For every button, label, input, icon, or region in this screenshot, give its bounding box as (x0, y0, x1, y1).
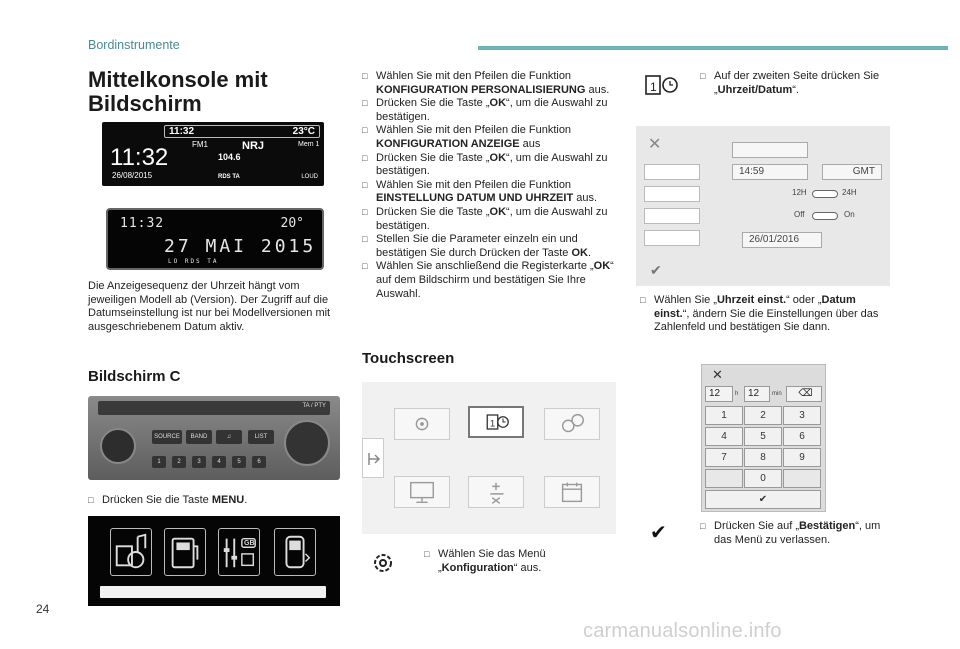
config-step-6: □ Drücken Sie die Taste „OK“, um die Auswahl zu bestätigen. (362, 206, 618, 233)
radio-music-button: ♫ (216, 430, 242, 444)
clock-step-3: □ Drücken Sie auf „Bestätigen“, um das Menü zu verlassen. (700, 520, 890, 547)
config-step-4: □ Drücken Sie die Taste „OK“, um die Auswahl zu bestätigen. (362, 152, 618, 179)
clock-side-tab (644, 208, 700, 224)
clock-12-24-toggle (812, 190, 838, 198)
radio-preset-1: 1 (152, 456, 166, 468)
clock-on-label: On (844, 210, 855, 219)
menu-gb-label: GB (244, 540, 255, 547)
keypad-key-4: 4 (705, 427, 743, 446)
clock-date-field: 26/01/2016 (742, 232, 822, 248)
col3-step-2 (640, 294, 890, 335)
display-b-temp: 20° (280, 216, 304, 231)
clock-close-icon: ✕ (648, 136, 662, 153)
section-header: Bordinstrumente (88, 38, 180, 52)
touchscreen-step: □ Wählen Sie das Menü „Konfiguration“ aus. (424, 548, 610, 575)
site-watermark: carmanualsonline.info (583, 620, 782, 642)
radio-preset-3: 3 (192, 456, 206, 468)
keypad-key-5: 5 (744, 427, 782, 446)
config-step-3: □ Wählen Sie mit den Pfeilen die Funktion KONFIGURATION ANZEIGE aus (362, 124, 618, 151)
screen-c-step: □ Drücken Sie die Taste MENU. (88, 494, 340, 508)
radio-preset-4: 4 (212, 456, 226, 468)
clock-step-2: □ Wählen Sie „Uhrzeit einst.“ oder „Datum einst.“, ändern Sie die Einstellungen über das Zahlenfeld und bestätigen Sie dann. (640, 294, 890, 335)
touchscreen-steps (424, 548, 610, 575)
clock-24h-label: 24H (842, 188, 857, 197)
clock-side-tab (644, 230, 700, 246)
clock-side-tab (644, 164, 700, 180)
keypad-key-0: 0 (744, 469, 782, 488)
status-bar-temp: 23°C (292, 126, 315, 137)
clock-check-icon: ✔ (650, 262, 662, 278)
radio-volume-knob (100, 428, 136, 464)
display-rds: RDS TA (218, 174, 240, 180)
title-line-1: Mittelkonsole mit (88, 67, 268, 92)
header-rule (478, 46, 948, 50)
page-title (88, 68, 338, 116)
svg-text:1: 1 (650, 80, 657, 94)
keypad-hours-field: 12 (705, 386, 733, 402)
touch-calendar-icon (544, 476, 600, 508)
radio-top-strip (98, 401, 330, 415)
config-step-2: □ Drücken Sie die Taste „OK“, um die Auswahl zu bestätigen. (362, 97, 618, 124)
config-steps (362, 70, 618, 301)
config-step-7: □ Stellen Sie die Parameter einzeln ein und bestätigen Sie durch Drücken der Taste OK. (362, 233, 618, 260)
menu-selection-bar (100, 586, 326, 598)
display-band: FM1 (192, 140, 208, 149)
keypad-hours-unit: h (735, 391, 739, 397)
keypad-key-9: 9 (783, 448, 821, 467)
clock-settings-screen (636, 126, 890, 286)
display-type-a (102, 122, 324, 186)
touch-settings-icon (394, 408, 450, 440)
display-date: 26/08/2015 (112, 171, 153, 180)
radio-direction-pad (284, 420, 330, 466)
display-type-b (106, 208, 324, 270)
heading-touchscreen: Touchscreen (362, 350, 455, 367)
clock-gmt-field: GMT (822, 164, 882, 180)
keypad-key-8: 8 (744, 448, 782, 467)
clock-side-tab (644, 186, 700, 202)
keypad-close-icon: ✕ (712, 367, 723, 382)
config-step-8: □ Wählen Sie anschließend die Registerkarte „OK“ auf dem Bildschirm und bestätigen Sie Ihre Auswahl. (362, 260, 618, 301)
config-step-5: □ Wählen Sie mit den Pfeilen die Funktion EINSTELLUNG DATUM UND UHRZEIT aus. (362, 179, 618, 206)
intro-text: Die Anzeigesequenz der Uhrzeit hängt vom jeweiligen Modell ab (Version). Der Zugriff auf die Datumseinstellung ist nur bei Modellversionen mit ausgeschriebenem Datum aktiv. (88, 280, 331, 333)
backspace-icon: ⌫ (786, 386, 822, 402)
menu-audio-icon (110, 528, 152, 576)
display-clock: 11:32 (110, 144, 169, 171)
clock-on-off-toggle (812, 212, 838, 220)
confirm-check-icon: ✔ (650, 522, 667, 544)
svg-text:1: 1 (489, 418, 496, 430)
radio-preset-6: 6 (252, 456, 266, 468)
settings-gear-icon (370, 550, 396, 581)
keypad-confirm-icon: ✔ (705, 490, 821, 509)
config-step-1: □ Wählen Sie mit den Pfeilen die Funktion KONFIGURATION PERSONALISIERUNG aus. (362, 70, 618, 97)
keypad-key-1: 1 (705, 406, 743, 425)
menu-vehicle-icon (164, 528, 206, 576)
menu-settings-icon (218, 528, 260, 576)
clock-blank-field (732, 142, 808, 158)
clock-step-1: □ Auf der zweiten Seite drücken Sie „Uhrzeit/Datum“. (700, 70, 890, 97)
col3-step-3 (700, 520, 890, 547)
clock-time-field: 14:59 (732, 164, 808, 180)
display-status-bar (164, 125, 320, 138)
page-number: 24 (36, 602, 50, 616)
clock-off-label: Off (794, 210, 805, 219)
radio-preset-2: 2 (172, 456, 186, 468)
display-station: NRJ (242, 140, 265, 152)
heading-screen-c: Bildschirm C (88, 368, 181, 385)
keypad-minutes-unit: min (772, 391, 782, 397)
keypad-blank-key (705, 469, 743, 488)
screen-c-steps (88, 494, 340, 508)
numeric-keypad-image (701, 364, 826, 512)
clock-settings-icon (642, 72, 682, 103)
touch-clock-icon (468, 406, 524, 438)
touch-units-icon (468, 476, 524, 508)
keypad-minutes-field: 12 (744, 386, 770, 402)
clock-12h-label: 12H (792, 188, 807, 197)
col3-step-1 (700, 70, 890, 97)
touch-language-icon (544, 408, 600, 440)
menu-phone-icon (274, 528, 316, 576)
radio-preset-5: 5 (232, 456, 246, 468)
display-b-date: 27 MAI 2015 (164, 236, 317, 257)
keypad-key-2: 2 (744, 406, 782, 425)
keypad-key-7: 7 (705, 448, 743, 467)
display-b-flags: LO RDS TA (168, 258, 219, 265)
touchscreen-menu-image (362, 382, 616, 534)
radio-source-button: SOURCE (152, 430, 182, 444)
menu-screen-image (88, 516, 340, 606)
menu-key-label: MENU (211, 494, 245, 506)
radio-ta-label: TA / PTY (302, 403, 326, 409)
keypad-key-3: 3 (783, 406, 821, 425)
radio-list-button: LIST (248, 430, 274, 444)
keypad-key-6: 6 (783, 427, 821, 446)
radio-band-button: BAND (186, 430, 212, 444)
display-memory: Mem 1 (298, 141, 320, 148)
touchscreen-exit-tab (362, 438, 384, 478)
display-loud: LOUD (301, 174, 318, 180)
radio-unit-image (88, 396, 340, 480)
display-frequency: 104.6 (218, 152, 241, 162)
display-b-time: 11:32 (120, 216, 165, 231)
keypad-blank-key (783, 469, 821, 488)
touch-display-icon (394, 476, 450, 508)
status-bar-time: 11:32 (169, 126, 195, 137)
title-line-2: Bildschirm (88, 91, 202, 116)
